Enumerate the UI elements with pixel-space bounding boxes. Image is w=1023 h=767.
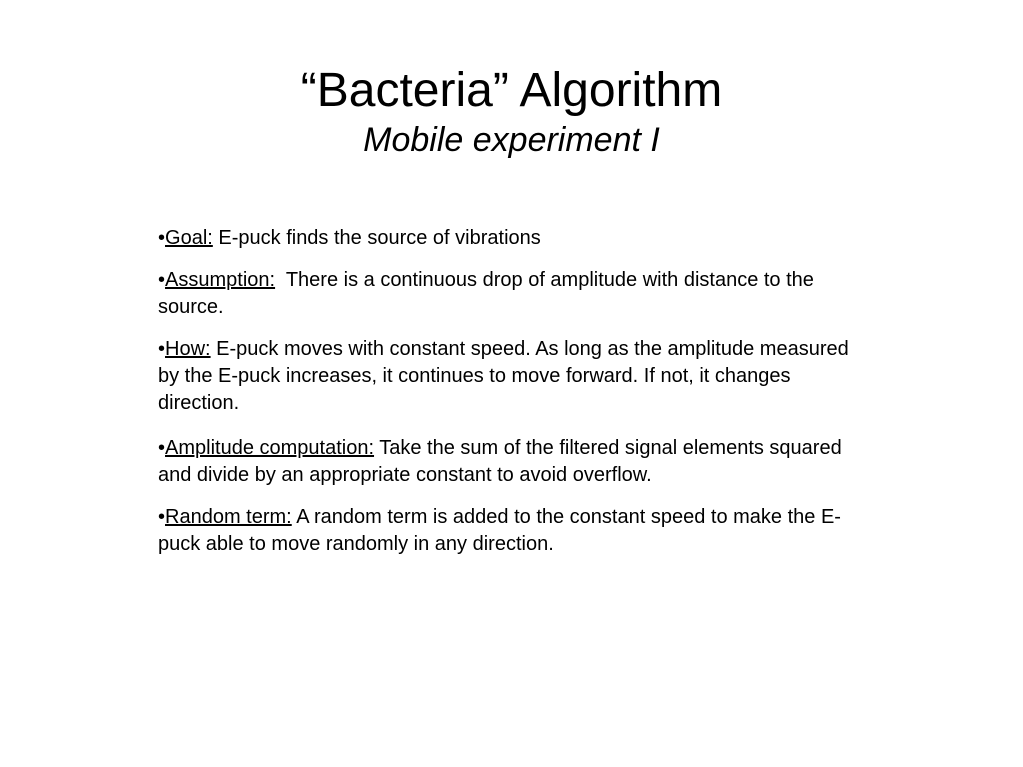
bullet-goal (158, 225, 858, 252)
bullet-marker: • (158, 437, 166, 459)
bullet-how (158, 336, 858, 417)
bullet-label-amplitude-computation: Amplitude computation: (165, 437, 375, 459)
bullet-label-random-term: Random term: (165, 506, 292, 528)
bullet-text-assumption: There is a continuous drop of amplitude with distance to the source. (158, 269, 820, 318)
bullet-label-assumption: Assumption: (165, 269, 276, 291)
slide-title: “Bacteria” Algorithm (300, 64, 723, 117)
bullet-label-how: How: (165, 338, 211, 360)
bullet-amplitude-computation (158, 435, 858, 489)
bullet-marker: • (158, 269, 166, 291)
slide-subtitle: Mobile experiment I (363, 121, 660, 159)
bullet-random-term (158, 504, 858, 558)
bullet-text-amplitude-computation: Take the sum of the filtered signal elements squared and divide by an appropriate constant to avoid overflow. (158, 437, 848, 486)
bullet-text-how: E-puck moves with constant speed. As long as the amplitude measured by the E-puck increases, it continues to move forward. If not, it changes direction. (158, 338, 855, 414)
bullet-assumption (158, 267, 858, 321)
bullet-list (158, 225, 858, 558)
bullet-text-random-term: A random term is added to the constant speed to make the E-puck able to move randomly in any direction. (158, 506, 841, 555)
title-block (0, 62, 1023, 160)
bullet-marker: • (158, 338, 166, 360)
bullet-label-goal: Goal: (165, 227, 213, 249)
bullet-text-goal: E-puck finds the source of vibrations (212, 227, 541, 249)
bullet-marker: • (158, 506, 166, 528)
bullet-marker: • (158, 227, 166, 249)
